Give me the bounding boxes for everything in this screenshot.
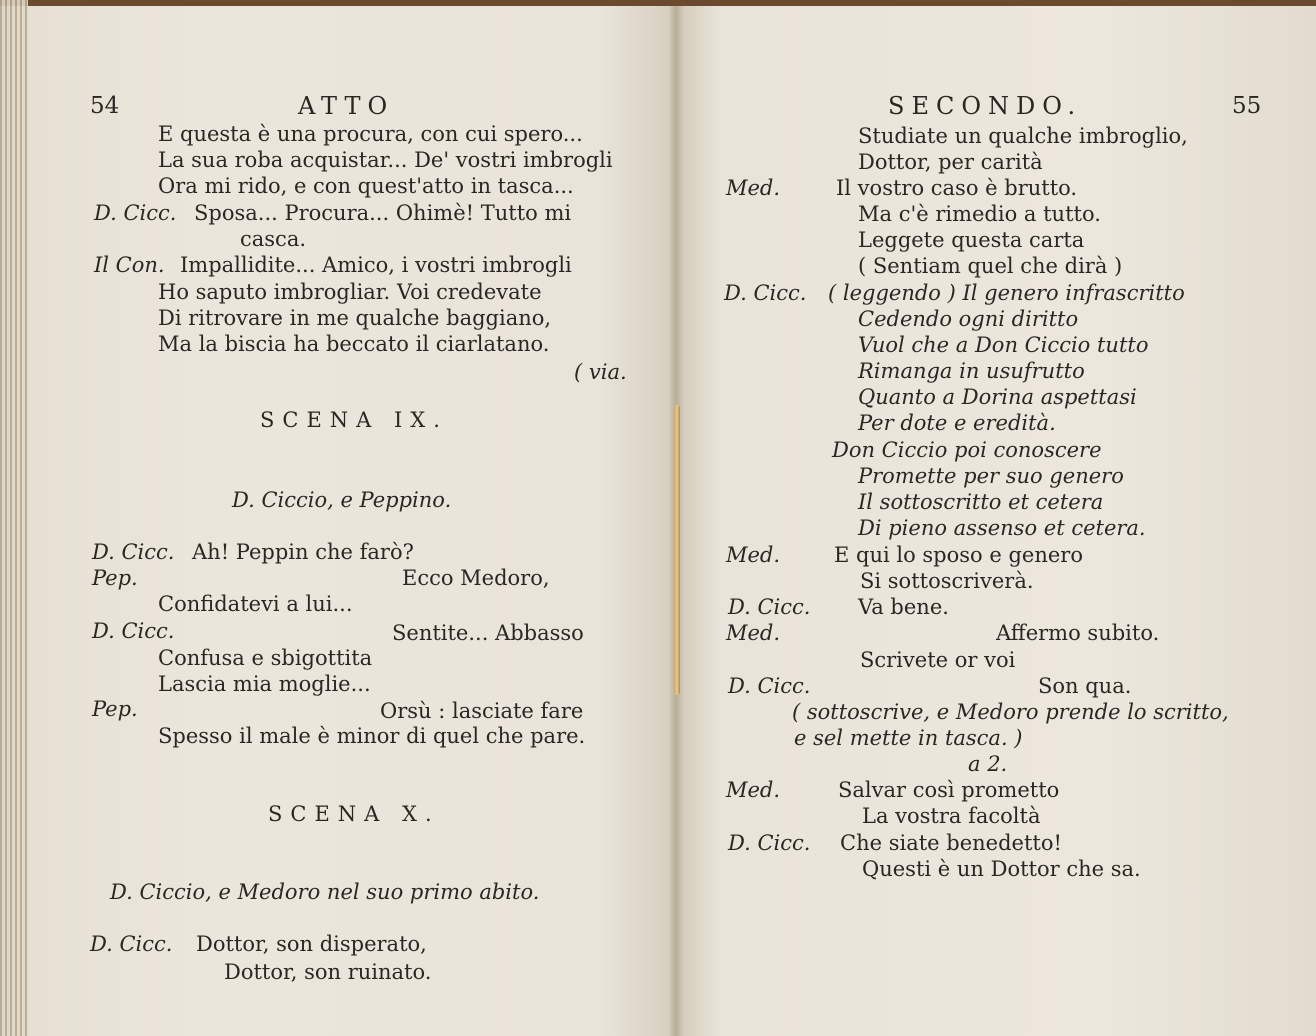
verse-line: Dottor, per carità bbox=[858, 150, 1043, 174]
verse-line: Rimanga in usufrutto bbox=[858, 359, 1085, 383]
verse-line: Sentite... Abbasso bbox=[392, 621, 584, 645]
verse-line: Scrivete or voi bbox=[860, 648, 1016, 672]
speaker-label: Pep. bbox=[92, 566, 138, 590]
speaker-label: Med. bbox=[726, 176, 781, 200]
speaker-label: Med. bbox=[726, 778, 781, 802]
verse-line: Per dote e eredità. bbox=[858, 411, 1056, 435]
speaker-label: Pep. bbox=[92, 697, 138, 721]
speaker-label: D. Cicc. bbox=[92, 619, 175, 643]
verse-line: E questa è una procura, con cui spero... bbox=[158, 122, 583, 146]
verse-line: ( leggendo ) Il genero infrascritto bbox=[828, 281, 1185, 305]
speaker-label: D. Cicc. bbox=[724, 281, 807, 305]
verse-line: E qui lo sposo e genero bbox=[834, 543, 1083, 567]
stage-direction: ( via. bbox=[574, 360, 627, 384]
scene-title: SCENA X. bbox=[268, 802, 440, 826]
verse-line: Si sottoscriverà. bbox=[860, 569, 1034, 593]
speaker-label: D. Cicc. bbox=[728, 831, 811, 855]
verse-line: Orsù : lasciate fare bbox=[380, 699, 584, 723]
binding-thread bbox=[674, 405, 680, 695]
verse-line: Questi è un Dottor che sa. bbox=[862, 857, 1141, 881]
verse-line: Va bene. bbox=[858, 595, 949, 619]
verse-line: Ma c'è rimedio a tutto. bbox=[858, 202, 1101, 226]
verse-line: Vuol che a Don Ciccio tutto bbox=[858, 333, 1149, 357]
scene-characters: D. Ciccio, e Medoro nel suo primo abito. bbox=[110, 880, 540, 904]
verse-line: Ho saputo imbrogliar. Voi credevate bbox=[158, 280, 542, 304]
verse-line: Promette per suo genero bbox=[858, 464, 1124, 488]
speaker-label: Med. bbox=[726, 543, 781, 567]
verse-line: Cedendo ogni diritto bbox=[858, 307, 1079, 331]
verse-line: Di pieno assenso et cetera. bbox=[858, 516, 1146, 540]
verse-line: Salvar così prometto bbox=[838, 778, 1060, 802]
verse-line: Che siate benedetto! bbox=[840, 831, 1062, 855]
verse-line: Lascia mia moglie... bbox=[158, 672, 371, 696]
verse-line: Confidatevi a lui... bbox=[158, 592, 353, 616]
running-head: SECONDO. bbox=[888, 92, 1083, 120]
speaker-label: D. Cicc. bbox=[94, 201, 177, 225]
verse-line: Spesso il male è minor di quel che pare. bbox=[158, 724, 586, 748]
verse-line: Ah! Peppin che farò? bbox=[192, 540, 414, 564]
verse-line: Ecco Medoro, bbox=[402, 566, 550, 590]
verse-line: Studiate un qualche imbroglio, bbox=[858, 124, 1188, 148]
ensemble-marker: a 2. bbox=[968, 752, 1008, 776]
stage-direction: ( sottoscrive, e Medoro prende lo scritto, bbox=[792, 700, 1229, 724]
stage-direction: e sel mette in tasca. ) bbox=[794, 726, 1023, 750]
verse-line: La vostra facoltà bbox=[862, 804, 1041, 828]
verse-line: La sua roba acquistar... De' vostri imbrogli bbox=[158, 148, 613, 172]
scene-title: SCENA IX. bbox=[260, 408, 448, 432]
verse-line: Confusa e sbigottita bbox=[158, 646, 373, 670]
page-number: 55 bbox=[1232, 93, 1262, 119]
verse-line: Dottor, son ruinato. bbox=[224, 960, 432, 984]
verse-line: Il vostro caso è brutto. bbox=[836, 176, 1078, 200]
verse-line: Impallidite... Amico, i vostri imbrogli bbox=[180, 253, 572, 277]
verse-line: Son qua. bbox=[1038, 674, 1132, 698]
speaker-label: D. Cicc. bbox=[90, 932, 173, 956]
right-page bbox=[682, 0, 1316, 1036]
running-head: ATTO bbox=[298, 92, 395, 120]
page-number: 54 bbox=[90, 93, 120, 119]
speaker-label: D. Cicc. bbox=[728, 674, 811, 698]
speaker-label: D. Cicc. bbox=[728, 595, 811, 619]
scene-characters: D. Ciccio, e Peppino. bbox=[232, 488, 452, 512]
verse-line: ( Sentiam quel che dirà ) bbox=[858, 254, 1123, 278]
verse-line: Sposa... Procura... Ohimè! Tutto mi bbox=[194, 201, 572, 225]
verse-line: Ma la biscia ha beccato il ciarlatano. bbox=[158, 332, 550, 356]
speaker-label: D. Cicc. bbox=[92, 540, 175, 564]
verse-line: casca. bbox=[240, 227, 307, 251]
speaker-label: Il Con. bbox=[94, 253, 165, 277]
verse-line: Dottor, son disperato, bbox=[196, 932, 427, 956]
verse-line: Quanto a Dorina aspettasi bbox=[858, 385, 1137, 409]
verse-line: Il sottoscritto et cetera bbox=[858, 490, 1104, 514]
verse-line: Di ritrovare in me qualche baggiano, bbox=[158, 306, 552, 330]
verse-line: Affermo subito. bbox=[996, 621, 1160, 645]
verse-line: Don Ciccio poi conoscere bbox=[832, 438, 1102, 462]
verse-line: Leggete questa carta bbox=[858, 228, 1085, 252]
verse-line: Ora mi rido, e con quest'atto in tasca... bbox=[158, 174, 574, 198]
speaker-label: Med. bbox=[726, 621, 781, 645]
